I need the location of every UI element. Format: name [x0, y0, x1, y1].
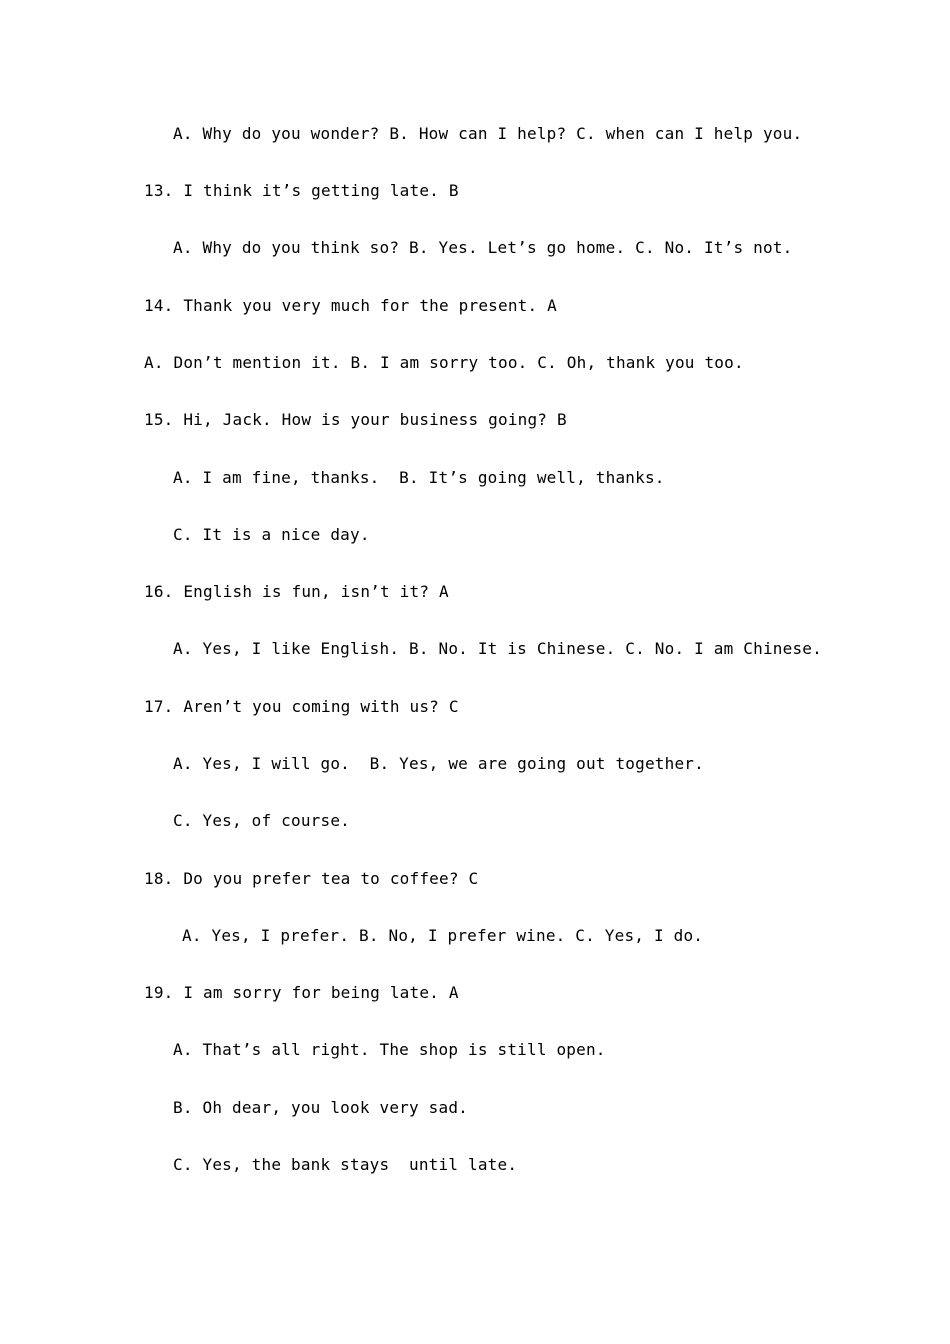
- q19-option-c: C. Yes, the bank stays until late.: [173, 1155, 518, 1174]
- q15-question: 15. Hi, Jack. How is your business going? B: [144, 410, 567, 429]
- q15-options-ab: A. I am fine, thanks. B. It’s going well, thanks.: [173, 468, 665, 487]
- q19-option-b: B. Oh dear, you look very sad.: [173, 1098, 468, 1117]
- q16-question: 16. English is fun, isn’t it? A: [144, 582, 449, 601]
- q14-question: 14. Thank you very much for the present. A: [144, 296, 557, 315]
- q16-options: A. Yes, I like English. B. No. It is Chinese. C. No. I am Chinese.: [173, 639, 822, 658]
- q17-question: 17. Aren’t you coming with us? C: [144, 697, 459, 716]
- q19-question: 19. I am sorry for being late. A: [144, 983, 459, 1002]
- q18-options: A. Yes, I prefer. B. No, I prefer wine. C. Yes, I do.: [182, 926, 704, 945]
- q19-option-a: A. That’s all right. The shop is still open.: [173, 1040, 606, 1059]
- q18-question: 18. Do you prefer tea to coffee? C: [144, 869, 479, 888]
- q17-options-ab: A. Yes, I will go. B. Yes, we are going out together.: [173, 754, 704, 773]
- q14-options: A. Don’t mention it. B. I am sorry too. C. Oh, thank you too.: [144, 353, 744, 372]
- q13-options: A. Why do you think so? B. Yes. Let’s go home. C. No. It’s not.: [173, 238, 793, 257]
- q17-option-c: C. Yes, of course.: [173, 811, 350, 830]
- q15-option-c: C. It is a nice day.: [173, 525, 370, 544]
- q13-question: 13. I think it’s getting late. B: [144, 181, 459, 200]
- q12-options: A. Why do you wonder? B. How can I help? C. when can I help you.: [173, 124, 803, 143]
